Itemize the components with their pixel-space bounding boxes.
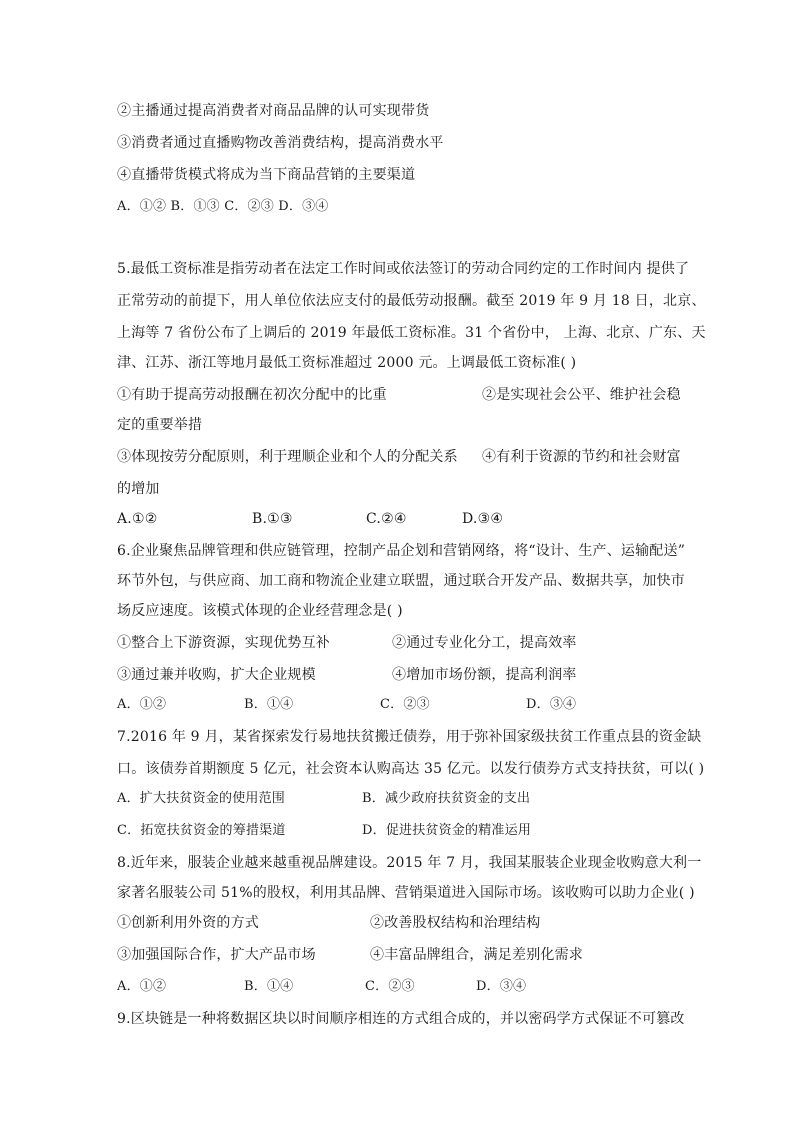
q6-option-4: ④增加市场份额，提高利润率	[392, 667, 577, 683]
q5-option-3: ③体现按劳分配原则，利于理顺企业和个人的分配关系	[117, 449, 458, 465]
q7-option-b: B．减少政府扶贫资金的支出	[362, 791, 531, 806]
q6-option-2: ②通过专业化分工，提高效率	[392, 635, 577, 651]
q4-option-2: ②主播通过提高消费者对商品品牌的认可实现带货	[117, 103, 430, 119]
q5-answer-b: B.①③	[252, 511, 293, 527]
q7-option-c: C．拓宽扶贫资金的筹措渠道	[117, 823, 286, 838]
q7-stem-line-2: 口。该债券首期额度 5 亿元，社会资本认购高达 35 亿元。以发行债券方式支持扶贫，可以( )	[117, 761, 705, 777]
q4-option-3: ③消费者通过直播购物改善消费结构，提高消费水平	[117, 135, 444, 151]
q6-answer-c: C．②③	[380, 697, 430, 712]
q8-option-2: ②改善股权结构和治理结构	[370, 915, 541, 931]
q5-stem-line-3: 上海等 7 省份公布了上调后的 2019 年最低工资标准。31 个省份中， 上海、北京、广东、天	[117, 325, 706, 341]
q8-option-3: ③加强国际合作，扩大产品市场	[117, 947, 316, 963]
q8-answer-d: D．③④	[476, 979, 527, 994]
q9-stem-line-1: 9.区块链是一种将数据区块以时间顺序相连的方式组合成的，并以密码学方式保证不可篡改	[117, 1011, 685, 1027]
q6-stem-line-2: 环节外包，与供应商、加工商和物流企业建立联盟，通过联合开发产品、数据共享，加快市	[117, 573, 685, 589]
q6-answer-d: D．③④	[526, 697, 577, 712]
q6-stem-line-1: 6.企业聚焦品牌管理和供应链管理，控制产品企划和营销网络，将“设计、生产、运输配送”	[117, 543, 686, 559]
q6-answer-a: A．①②	[117, 697, 167, 712]
q5-option-4-part-1: ④有利于资源的节约和社会财富	[482, 449, 681, 465]
q5-option-2-part-1: ②是实现社会公平、维护社会稳	[482, 387, 681, 403]
q8-answer-b: B．①④	[244, 979, 294, 994]
q5-stem-line-1: 5.最低工资标准是指劳动者在法定工作时间或依法签订的劳动合同约定的工作时间内 提供了	[117, 261, 690, 277]
q5-answer-d: D.③④	[462, 511, 504, 527]
q4-option-4: ④直播带货模式将成为当下商品营销的主要渠道	[117, 167, 416, 183]
q8-stem-line-1: 8.近年来，服装企业越来越重视品牌建设。2015 年 7 月，我国某服装企业现金收购意大利一	[117, 855, 702, 871]
q5-stem-line-4: 津、江苏、浙江等地月最低工资标准超过 2000 元。上调最低工资标准( )	[117, 355, 577, 371]
q8-option-1: ①创新利用外资的方式	[117, 915, 259, 931]
q8-answer-a: A．①②	[117, 979, 167, 994]
q7-option-a: A．扩大扶贫资金的使用范围	[117, 791, 285, 806]
q8-option-4: ④丰富品牌组合，满足差别化需求	[370, 947, 583, 963]
q5-option-1: ①有助于提高劳动报酬在初次分配中的比重	[117, 387, 387, 403]
q5-option-2-part-2: 定的重要举措	[117, 417, 203, 433]
q6-option-3: ③通过兼并收购，扩大企业规模	[117, 667, 316, 683]
q5-option-4-part-2: 的增加	[117, 481, 160, 497]
q8-stem-line-2: 家著名服装公司 51%的股权，利用其品牌、营销渠道进入国际市场。该收购可以助力企业( )	[117, 885, 695, 901]
q4-answer-choices: A．①② B．①③ C．②③ D．③④	[117, 199, 329, 214]
q7-option-d: D．促进扶贫资金的精准运用	[362, 823, 532, 838]
q5-answer-c: C.②④	[366, 511, 407, 527]
q6-stem-line-3: 场反应速度。该模式体现的企业经营理念是( )	[117, 603, 403, 619]
q6-answer-b: B．①④	[244, 697, 294, 712]
q7-stem-line-1: 7.2016 年 9 月，某省探索发行易地扶贫搬迁债券，用于弥补国家级扶贫工作重点县的资金缺	[117, 729, 702, 745]
q5-answer-a: A.①②	[117, 511, 158, 527]
q6-option-1: ①整合上下游资源，实现优势互补	[117, 635, 330, 651]
q8-answer-c: C．②③	[365, 979, 415, 994]
q5-stem-line-2: 正常劳动的前提下，用人单位依法应支付的最低劳动报酬。截至 2019 年 9 月 18 日，北京、	[117, 293, 706, 309]
